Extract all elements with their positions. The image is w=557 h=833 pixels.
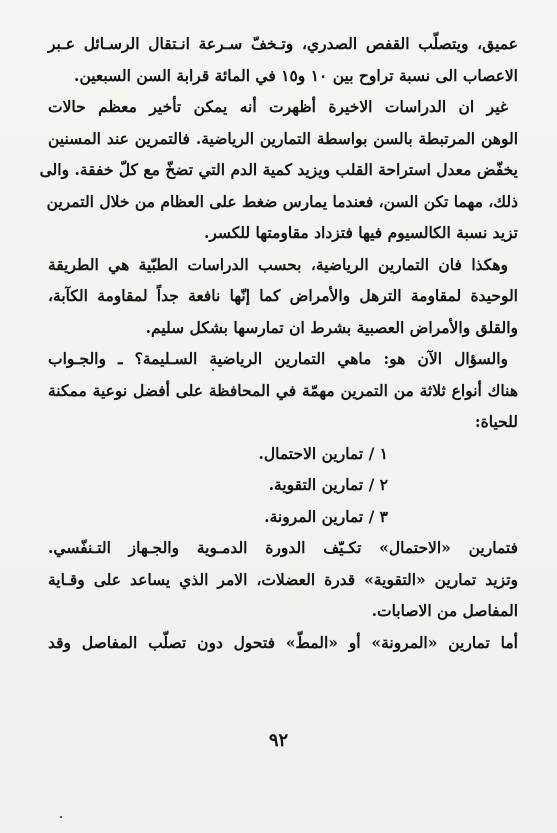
text-line-2: الاعصاب الى نسبة تراوح بين ١٠ و١٥ في المائة قرابة السن السبعين.: [74, 65, 518, 85]
body-text: [39, 28, 518, 658]
text-line-1: عميق، ويتصلّب القفص الصدري، وتـخفّ سـرعة انـتقال الرسـائل عـبر: [48, 34, 518, 53]
text-line-5: يخفّض معدل استراحة القلب ويزيد كمية الدم التي تضخّ مع كلّ خفقة. والى: [39, 160, 518, 179]
text-line-17: فتمارين «الاحتمال» تكـيّف الدورة الدمـوية والجـهاز التـنفّسي.: [48, 538, 518, 557]
page-number: ٩٢: [268, 730, 289, 751]
text-line-12: هناك أنواع ثلاثة من التمرين مهمّة في المحافظة على أفضل نوعية ممكنة: [48, 380, 518, 400]
stray-ink-dot: [212, 369, 214, 371]
list-item-2: ٢ / تمارين التقوية.: [268, 475, 388, 494]
text-line-6: ذلك، مهما تكن السن، فعندما يمارس ضغط على العظام من خلال التمرين: [46, 191, 518, 211]
text-line-13: للحياة:: [474, 412, 518, 431]
text-line-10: والقلق والأمراض العصبية بشرط ان تمارسها بشكل سليم.: [145, 317, 518, 337]
text-line-19: المفاصل من الاصابات.: [371, 601, 518, 620]
text-line-9: الوحيدة لمقاومة الترهل والأمراض كما إنّها نافعة جداً لمقاومة الكآبة،: [48, 286, 518, 305]
text-line-7: تزيد نسبة الكالسيوم فيها فتزداد مقاومتها للكسر.: [203, 223, 518, 242]
text-line-18: وتزيد تمارين «التقوية» قدرة العضلات، الامر الذي يساعد على وقـاية: [48, 569, 518, 589]
text-line-11: والسؤال الآن هو: ماهي التمارين الرياضية السـليمة؟ ـ والجـواب: [48, 349, 508, 368]
list-item-1: ١ / تمارين الاحتمال.: [258, 443, 388, 463]
list-item-3: ٣ / تمارين المرونة.: [264, 506, 388, 526]
text-line-8: وهكذا فان التمارين الرياضية، بحسب الدراسات الطبّية هي الطريقة: [48, 254, 508, 274]
stray-ink-dot: [60, 816, 62, 818]
text-line-20: أما تمارين «المرونة» أو «المطّ» فتحول دون تصلّب المفاصل وقد: [48, 632, 518, 652]
text-line-3: غير ان الدراسات الاخيرة أظهرت أنه يمكن تأخير معظم حالات: [48, 97, 508, 116]
text-line-4: الوهن المرتبطة بالسن بواسطة التمارين الرياضية. فالتمرين عند المسنين: [48, 128, 518, 148]
